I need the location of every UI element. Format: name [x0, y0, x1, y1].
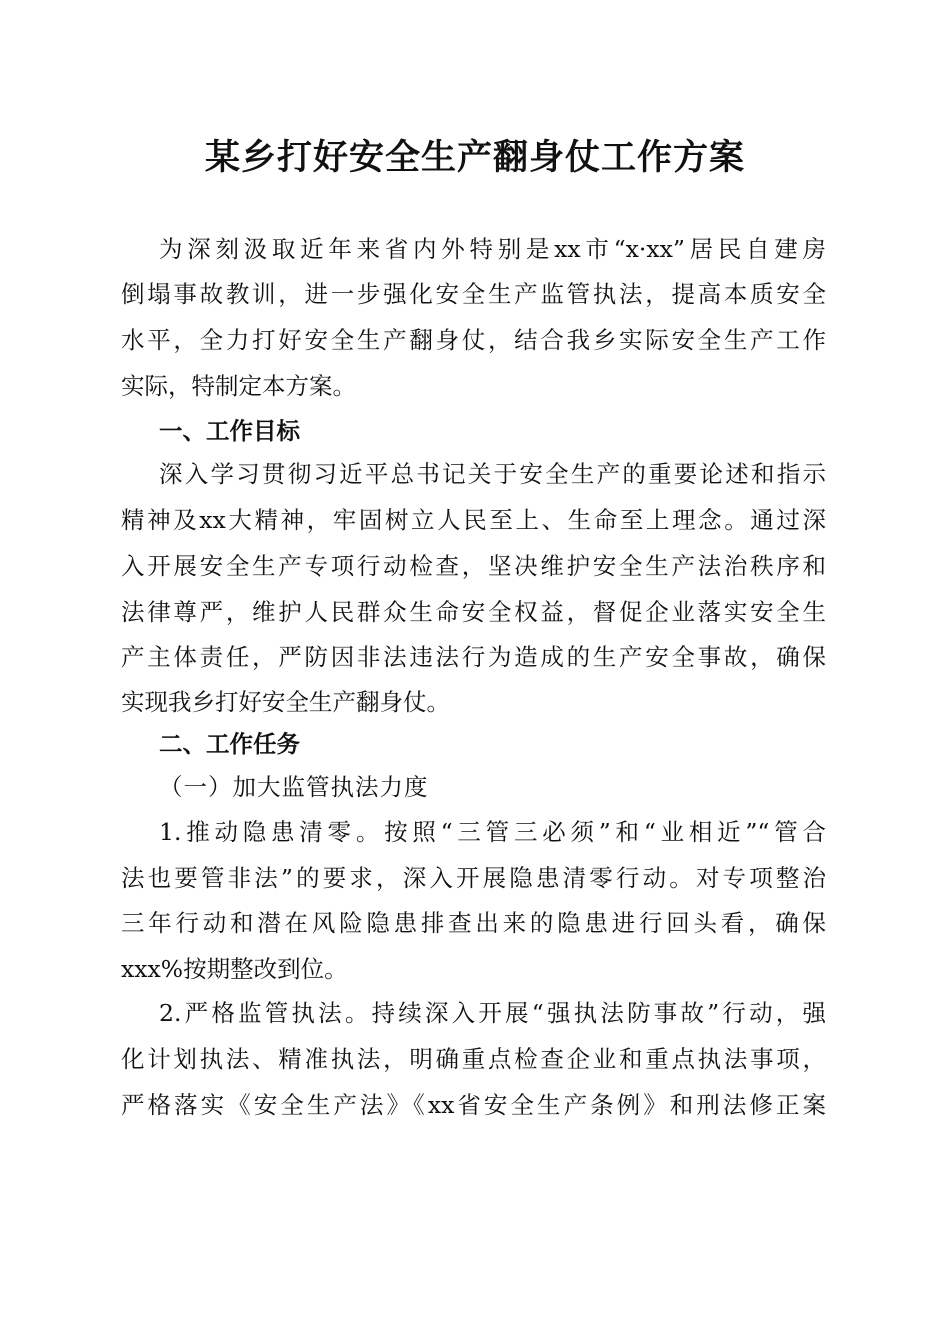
intro-line-3: 水平，全力打好安全生产翻身仗，结合我乡实际安全生产工作	[121, 326, 826, 354]
item2-line-1: 2.严格监管执法。持续深入开展“强执法防事故”行动，强	[159, 999, 826, 1027]
item1-line-2: 法也要管非法”的要求，深入开展隐患清零行动。对专项整治	[121, 864, 826, 892]
section2-heading: 二、工作任务	[159, 730, 300, 758]
intro-line-1: 为深刻汲取近年来省内外特别是xx市“x·xx”居民自建房	[159, 235, 826, 263]
section1-line-1: 深入学习贯彻习近平总书记关于安全生产的重要论述和指示	[159, 460, 826, 488]
section1-line-3: 入开展安全生产专项行动检查，坚决维护安全生产法治秩序和	[121, 552, 826, 580]
intro-line-2: 倒塌事故教训，进一步强化安全生产监管执法，提高本质安全	[121, 280, 826, 308]
item2-line-2: 化计划执法、精准执法，明确重点检查企业和重点执法事项，	[121, 1045, 826, 1073]
item1-line-1: 1.推动隐患清零。按照“三管三必须”和“业相近”“管合	[159, 818, 826, 846]
section1-heading: 一、工作目标	[159, 417, 300, 445]
item1-line-4: xxx%按期整改到位。	[121, 955, 348, 983]
section2-subheading: （一）加大监管执法力度	[159, 773, 429, 801]
section1-line-6: 实现我乡打好安全生产翻身仗。	[121, 688, 450, 716]
section1-line-2: 精神及xx大精神，牢固树立人民至上、生命至上理念。通过深	[121, 506, 826, 534]
item1-line-3: 三年行动和潜在风险隐患排查出来的隐患进行回头看，确保	[121, 909, 826, 937]
section1-line-5: 产主体责任，严防因非法违法行为造成的生产安全事故，确保	[121, 643, 826, 671]
section1-line-4: 法律尊严，维护人民群众生命安全权益，督促企业落实安全生	[121, 598, 826, 626]
intro-line-4: 实际，特制定本方案。	[121, 372, 356, 400]
item2-line-3: 严格落实《安全生产法》《xx省安全生产条例》和刑法修正案	[121, 1091, 826, 1119]
document-title: 某乡打好安全生产翻身仗工作方案	[204, 137, 745, 178]
